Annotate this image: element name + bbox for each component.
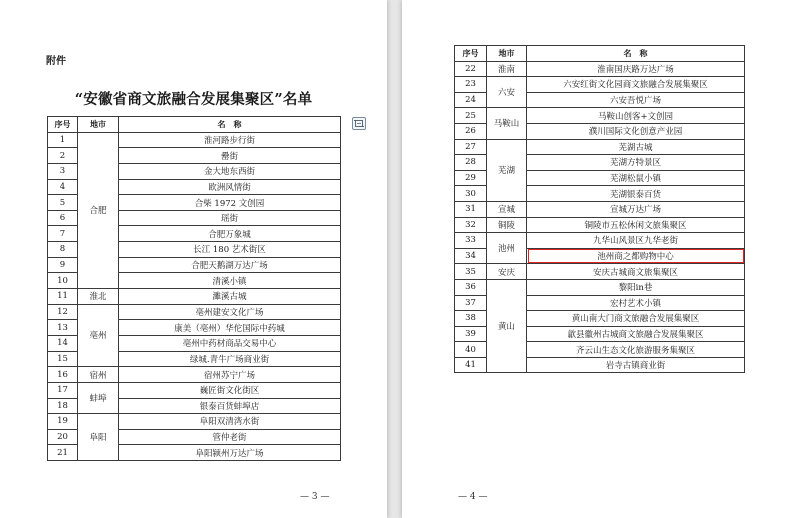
row-name: 罍街 bbox=[119, 148, 341, 164]
table-row bbox=[455, 139, 745, 155]
row-no: 21 bbox=[48, 445, 78, 461]
header-name: 名 称 bbox=[119, 117, 341, 133]
header-no: 序号 bbox=[48, 117, 78, 133]
row-no: 23 bbox=[455, 77, 487, 93]
row-no: 27 bbox=[455, 139, 487, 155]
row-no: 28 bbox=[455, 155, 487, 171]
row-name: 管仲老街 bbox=[119, 429, 341, 445]
table-header-row bbox=[455, 46, 745, 62]
table-row bbox=[48, 414, 341, 430]
row-no: 29 bbox=[455, 170, 487, 186]
page-number: — 4 — bbox=[458, 492, 488, 502]
row-no: 11 bbox=[48, 289, 78, 305]
row-name: 宣城万达广场 bbox=[527, 201, 745, 217]
document-page-4 bbox=[402, 0, 800, 518]
row-name: 芜湖松鼠小镇 bbox=[527, 170, 745, 186]
row-no: 5 bbox=[48, 195, 78, 211]
district-table-part-1 bbox=[47, 116, 341, 461]
table-row bbox=[455, 264, 745, 280]
row-name: 濉溪古城 bbox=[119, 289, 341, 305]
row-name: 康美（亳州）华佗国际中药城 bbox=[119, 320, 341, 336]
row-name: 六安吾悦广场 bbox=[527, 92, 745, 108]
city-cell: 阜阳 bbox=[78, 414, 119, 461]
annex-label: 附件 bbox=[46, 56, 66, 67]
row-name: 银泰百货蚌埠店 bbox=[119, 398, 341, 414]
row-no: 31 bbox=[455, 201, 487, 217]
row-no: 20 bbox=[48, 429, 78, 445]
row-name: 淮河路步行街 bbox=[119, 132, 341, 148]
row-name: 芜湖古城 bbox=[527, 139, 745, 155]
row-no: 24 bbox=[455, 92, 487, 108]
row-name: 绿城.青牛广场商业街 bbox=[119, 351, 341, 367]
row-no: 14 bbox=[48, 335, 78, 351]
city-cell: 安庆 bbox=[487, 264, 527, 280]
row-no: 19 bbox=[48, 414, 78, 430]
row-name: 宏村艺术小镇 bbox=[527, 295, 745, 311]
row-no: 35 bbox=[455, 264, 487, 280]
city-cell: 六安 bbox=[487, 77, 527, 108]
row-name: 宿州苏宁广场 bbox=[119, 367, 341, 383]
row-no: 3 bbox=[48, 163, 78, 179]
row-no: 30 bbox=[455, 186, 487, 202]
row-no: 10 bbox=[48, 273, 78, 289]
row-no: 39 bbox=[455, 326, 487, 342]
row-no: 12 bbox=[48, 304, 78, 320]
row-no: 36 bbox=[455, 279, 487, 295]
table-row bbox=[455, 217, 745, 233]
row-no: 38 bbox=[455, 311, 487, 327]
row-name: 合肥天鹅湖万达广场 bbox=[119, 257, 341, 273]
row-no: 1 bbox=[48, 132, 78, 148]
city-cell: 铜陵 bbox=[487, 217, 527, 233]
row-no: 17 bbox=[48, 382, 78, 398]
row-name: 巍匠街文化街区 bbox=[119, 382, 341, 398]
document-page-3 bbox=[0, 0, 387, 518]
row-no: 37 bbox=[455, 295, 487, 311]
table-row bbox=[48, 367, 341, 383]
row-no: 34 bbox=[455, 248, 487, 264]
table-header-row bbox=[48, 117, 341, 133]
header-city: 地市 bbox=[78, 117, 119, 133]
header-no: 序号 bbox=[455, 46, 487, 62]
row-name: 九华山风景区九华老街 bbox=[527, 233, 745, 249]
row-name: 黄山南大门商文旅融合发展集聚区 bbox=[527, 311, 745, 327]
row-no: 13 bbox=[48, 320, 78, 336]
city-cell: 宣城 bbox=[487, 201, 527, 217]
table-row bbox=[455, 77, 745, 93]
header-name: 名 称 bbox=[527, 46, 745, 62]
row-name: 六安红街文化园商文旅融合发展集聚区 bbox=[527, 77, 745, 93]
row-name: 黎阳in巷 bbox=[527, 279, 745, 295]
document-title: “安徽省商文旅融合发展集聚区”名单 bbox=[74, 91, 313, 108]
city-cell: 蚌埠 bbox=[78, 382, 119, 413]
row-no: 15 bbox=[48, 351, 78, 367]
row-name: 马鞍山创客+文创园 bbox=[527, 108, 745, 124]
row-name: 欧洲风情街 bbox=[119, 179, 341, 195]
row-name: 合柴 1972 文创园 bbox=[119, 195, 341, 211]
table-row bbox=[48, 289, 341, 305]
row-no: 41 bbox=[455, 357, 487, 373]
table-row bbox=[48, 382, 341, 398]
row-name: 亳州建安文化广场 bbox=[119, 304, 341, 320]
row-name: 金大地东西街 bbox=[119, 163, 341, 179]
city-cell: 亳州 bbox=[78, 304, 119, 367]
row-name: 岩寺古镇商业街 bbox=[527, 357, 745, 373]
crop-icon[interactable] bbox=[352, 117, 366, 130]
city-cell: 宿州 bbox=[78, 367, 119, 383]
table-row bbox=[48, 132, 341, 148]
row-no: 4 bbox=[48, 179, 78, 195]
row-name: 瑶街 bbox=[119, 210, 341, 226]
table-row bbox=[48, 304, 341, 320]
table-row bbox=[455, 233, 745, 249]
row-name: 亳州中药材商品交易中心 bbox=[119, 335, 341, 351]
row-name: 芜湖银泰百货 bbox=[527, 186, 745, 202]
row-name: 濮川国际文化创意产业园 bbox=[527, 123, 745, 139]
row-no: 8 bbox=[48, 242, 78, 258]
row-no: 18 bbox=[48, 398, 78, 414]
row-name: 合肥万象城 bbox=[119, 226, 341, 242]
table-row bbox=[455, 201, 745, 217]
row-name: 铜陵市五松休闲文旅集聚区 bbox=[527, 217, 745, 233]
table-row bbox=[455, 279, 745, 295]
row-no: 2 bbox=[48, 148, 78, 164]
row-name: 阜阳双清湾水街 bbox=[119, 414, 341, 430]
district-table-part-2 bbox=[454, 45, 745, 373]
header-city: 地市 bbox=[487, 46, 527, 62]
city-cell: 淮南 bbox=[487, 61, 527, 77]
row-no: 26 bbox=[455, 123, 487, 139]
row-name: 芜湖方特景区 bbox=[527, 155, 745, 171]
row-no: 22 bbox=[455, 61, 487, 77]
row-name: 阜阳颍州万达广场 bbox=[119, 445, 341, 461]
row-no: 6 bbox=[48, 210, 78, 226]
row-name: 齐云山生态文化旅游服务集聚区 bbox=[527, 342, 745, 358]
city-cell: 淮北 bbox=[78, 289, 119, 305]
table-row bbox=[455, 61, 745, 77]
city-cell: 马鞍山 bbox=[487, 108, 527, 139]
table-row bbox=[455, 108, 745, 124]
highlighted-row-name: 池州商之都购物中心 bbox=[527, 248, 745, 264]
row-no: 16 bbox=[48, 367, 78, 383]
row-name: 淮南国庆路万达广场 bbox=[527, 61, 745, 77]
city-cell: 池州 bbox=[487, 233, 527, 264]
row-name: 歙县徽州古城商文旅融合发展集聚区 bbox=[527, 326, 745, 342]
row-no: 25 bbox=[455, 108, 487, 124]
city-cell: 黄山 bbox=[487, 279, 527, 373]
row-no: 7 bbox=[48, 226, 78, 242]
city-cell: 芜湖 bbox=[487, 139, 527, 201]
row-name: 清溪小镇 bbox=[119, 273, 341, 289]
row-name: 长江 180 艺术街区 bbox=[119, 242, 341, 258]
row-no: 40 bbox=[455, 342, 487, 358]
row-no: 32 bbox=[455, 217, 487, 233]
crop-icon-glyph bbox=[354, 119, 364, 128]
city-cell: 合肥 bbox=[78, 132, 119, 288]
row-no: 33 bbox=[455, 233, 487, 249]
row-no: 9 bbox=[48, 257, 78, 273]
row-name: 安庆古城商文旅集聚区 bbox=[527, 264, 745, 280]
page-number: — 3 — bbox=[300, 492, 330, 502]
